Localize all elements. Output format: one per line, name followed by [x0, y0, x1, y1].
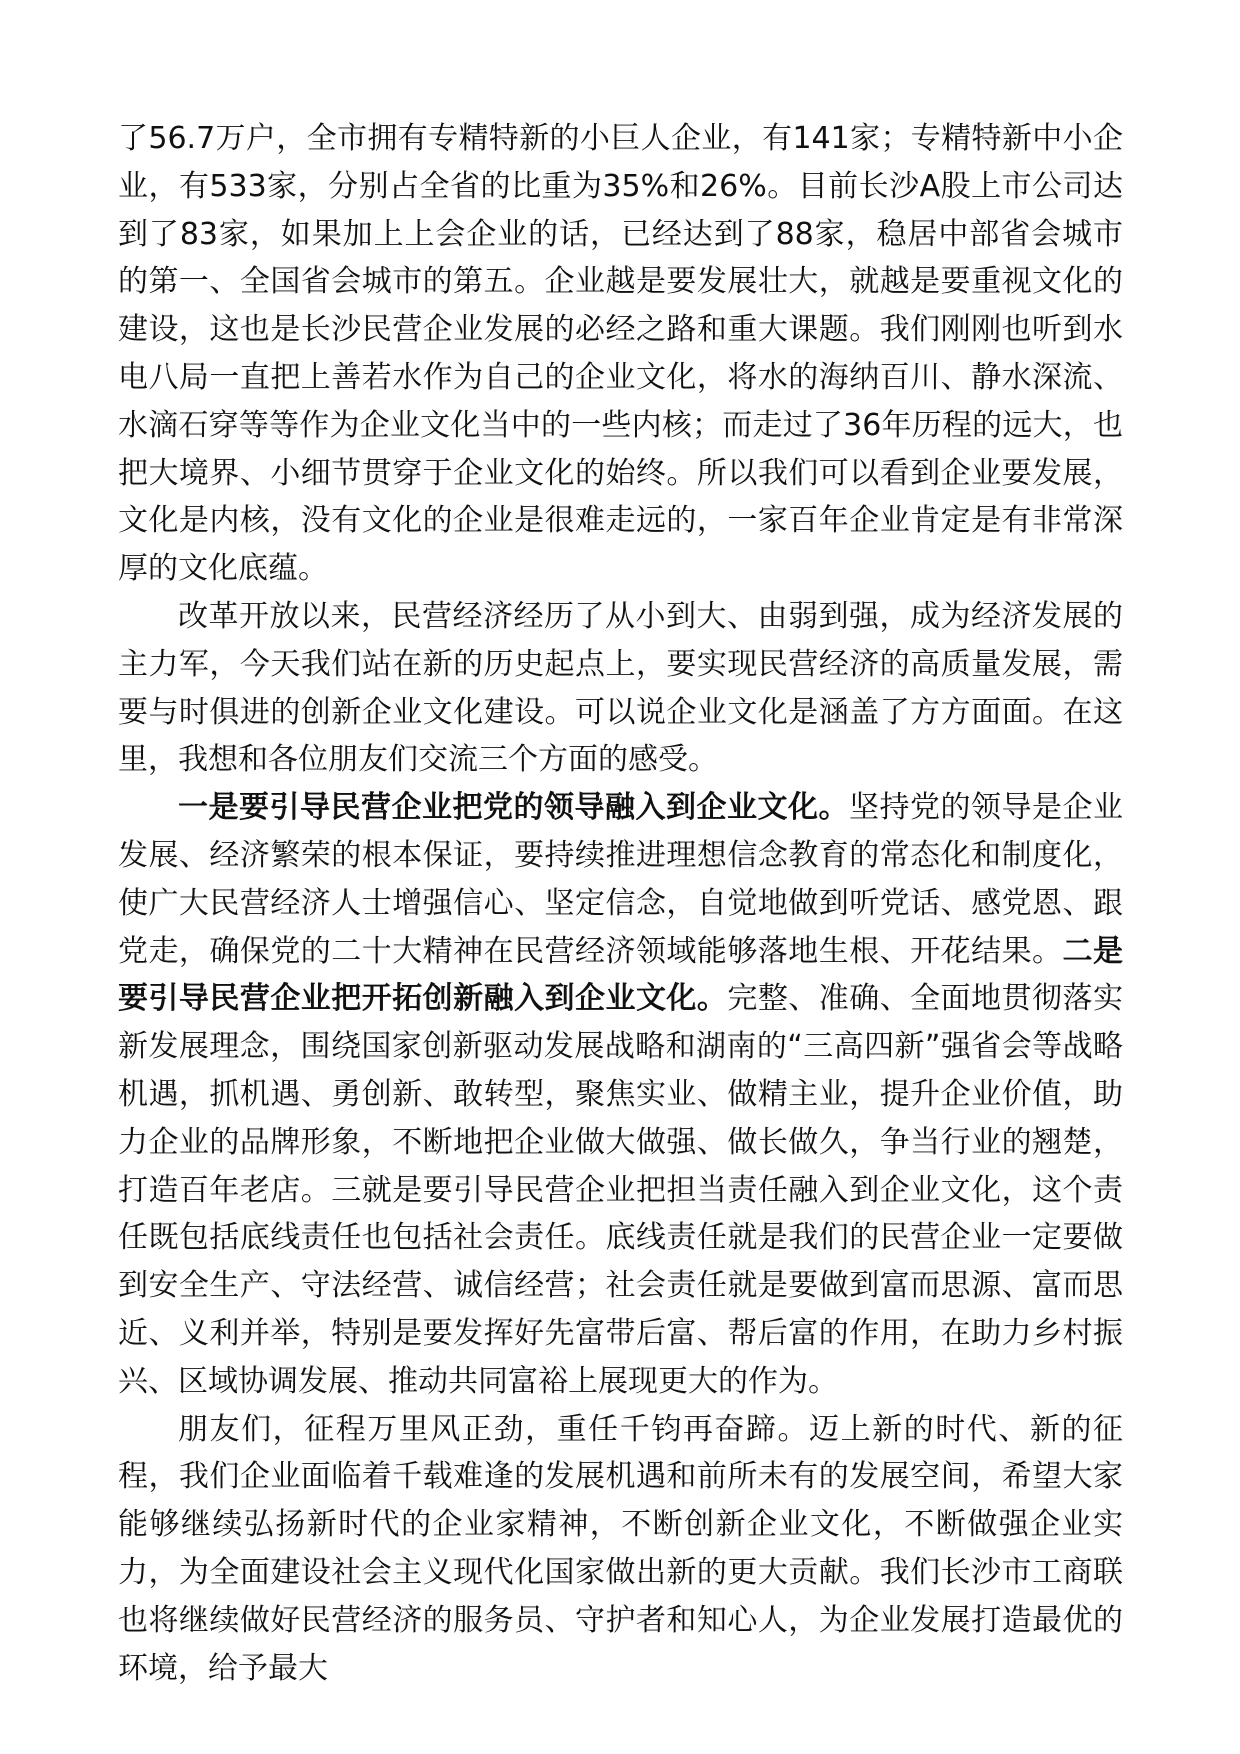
paragraph-2-text: 改革开放以来，民营经济经历了从小到大、由弱到强，成为经济发展的主力军，今天我们站在新的历史起点上，要实现民营经济的高质量发展，需要与时俱进的创新企业文化建设。可以说企业文化是涵盖了方方面面。在这里，我想和各位朋友们交流三个方面的感受。 — [118, 598, 1123, 778]
heading-point-one: 一是要引导民营企业把党的领导融入到企业文化。 — [178, 790, 849, 826]
paragraph-3-text-a: 坚持党的领导是企业发展、经济繁荣的根本保证，要持续推进理想信念教育的常态化和制度化，使广大民营经济人士增强信心、坚定信念，自觉地做到听党话、感党恩、跟党走，确保党的二十大精神在民营经济领域能够落地生根、开花结果。 — [118, 790, 1123, 969]
document-page — [118, 115, 1123, 1692]
heading-point-two: 二是要引导民营企业把开拓创新融入到企业文化。 — [118, 933, 1123, 1017]
paragraph-3 — [118, 784, 1123, 1405]
paragraph-3-text-b: 完整、准确、全面地贯彻落实新发展理念，围绕国家创新驱动发展战略和湖南的“三高四新”强省会等战略机遇，抓机遇、勇创新、敢转型，聚焦实业、做精主业，提升企业价值，助力企业的品牌形象，不断地把企业做大做强、做长做久，争当行业的翘楚，打造百年老店。三就是要引导民营企业把担当责任融入到企业文化，这个责任既包括底线责任也包括社会责任。底线责任就是我们的民营企业一定要做到安全生产、守法经营、诚信经营；社会责任就是要做到富而思源、富而思近、义利并举，特别是要发挥好先富带后富、帮后富的作用，在助力乡村振兴、区域协调发展、推动共同富裕上展现更大的作为。 — [118, 981, 1123, 1399]
paragraph-2 — [118, 593, 1123, 784]
paragraph-1 — [118, 115, 1123, 593]
paragraph-4-text: 朋友们，征程万里风正劲，重任千钧再奋蹄。迈上新的时代、新的征程，我们企业面临着千载难逢的发展机遇和前所未有的发展空间，希望大家能够继续弘扬新时代的企业家精神，不断创新企业文化，不断做强企业实力，为全面建设社会主义现代化国家做出新的更大贡献。我们长沙市工商联也将继续做好民营经济的服务员、守护者和知心人，为企业发展打造最优的环境，给予最大 — [118, 1411, 1123, 1686]
paragraph-4 — [118, 1406, 1123, 1693]
paragraph-1-text: 了56.7万户，全市拥有专精特新的小巨人企业，有141家；专精特新中小企业，有533家，分别占全省的比重为35%和26%。目前长沙A股上市公司达到了83家，如果加上上会企业的话，已经达到了88家，稳居中部省会城市的第一、全国省会城市的第五。企业越是要发展壮大，就越是要重视文化的建设，这也是长沙民营企业发展的必经之路和重大课题。我们刚刚也听到水电八局一直把上善若水作为自己的企业文化，将水的海纳百川、静水深流、水滴石穿等等作为企业文化当中的一些内核；而走过了36年历程的远大，也把大境界、小细节贯穿于企业文化的始终。所以我们可以看到企业要发展，文化是内核，没有文化的企业是很难走远的，一家百年企业肯定是有非常深厚的文化底蕴。 — [118, 121, 1123, 587]
